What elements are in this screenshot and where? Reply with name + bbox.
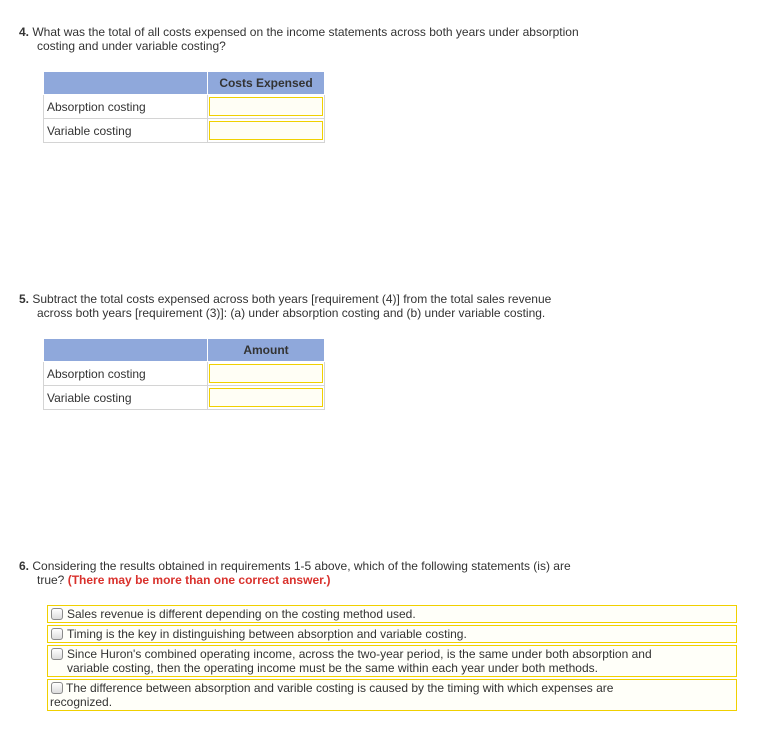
question-6-number: 6. (19, 559, 30, 573)
question-6-text-true: true? (37, 573, 65, 587)
costs-expensed-table (43, 71, 325, 143)
multiple-answer-note: (There may be more than one correct answer.) (67, 573, 331, 587)
absorption-amount-input[interactable] (209, 364, 323, 383)
choice-2[interactable] (47, 625, 737, 643)
question-4-text-cont: costing and under variable costing? (37, 39, 226, 53)
checkbox-icon[interactable] (51, 628, 63, 640)
question-5-number: 5. (19, 292, 30, 306)
choice-1[interactable] (47, 605, 737, 623)
absorption-costing-label: Absorption costing (44, 95, 208, 119)
choice-1-text: Sales revenue is different depending on the costing method used. (67, 607, 416, 621)
choice-3-text: Since Huron's combined operating income, across the two-year period, is the same under both absorption and (67, 647, 652, 661)
question-5-text-cont: across both years [requirement (3)]: (a) under absorption costing and (b) under variable costing. (37, 306, 546, 320)
amount-header: Amount (208, 339, 325, 362)
choice-4-text: The difference between absorption and varible costing is caused by the timing with which expenses are (66, 681, 614, 695)
answer-choices (47, 605, 737, 713)
table-row (44, 362, 325, 386)
table-row (44, 386, 325, 410)
table-header-row (44, 72, 325, 95)
amount-table (43, 338, 325, 410)
question-6-text: Considering the results obtained in requirements 1-5 above, which of the following statements (is) are (32, 559, 571, 573)
absorption-costing-label: Absorption costing (44, 362, 208, 386)
table-row (44, 95, 325, 119)
table-row (44, 119, 325, 143)
variable-amount-input[interactable] (209, 388, 323, 407)
question-5-text: Subtract the total costs expensed across both years [requirement (4)] from the total sales revenue (32, 292, 552, 306)
question-5 (19, 292, 719, 320)
question-4-text: What was the total of all costs expensed on the income statements across both years under absorption (32, 25, 579, 39)
choice-4[interactable] (47, 679, 737, 711)
question-4-number: 4. (19, 25, 30, 39)
choice-2-text: Timing is the key in distinguishing between absorption and variable costing. (67, 627, 467, 641)
checkbox-icon[interactable] (51, 608, 63, 620)
table-header-blank (44, 339, 208, 362)
costs-expensed-header: Costs Expensed (208, 72, 325, 95)
table-header-blank (44, 72, 208, 95)
variable-costs-input[interactable] (209, 121, 323, 140)
question-6-text-cont (19, 573, 719, 587)
choice-4-text-cont: recognized. (50, 695, 113, 709)
variable-costing-label: Variable costing (44, 386, 208, 410)
checkbox-icon[interactable] (51, 682, 63, 694)
checkbox-icon[interactable] (51, 648, 63, 660)
choice-3[interactable] (47, 645, 737, 677)
choice-3-body (67, 647, 652, 675)
variable-cell (208, 119, 325, 143)
absorption-cell (208, 95, 325, 119)
table-header-row (44, 339, 325, 362)
absorption-cell (208, 362, 325, 386)
absorption-costs-input[interactable] (209, 97, 323, 116)
variable-costing-label: Variable costing (44, 119, 208, 143)
question-6 (19, 559, 719, 587)
question-4 (19, 25, 719, 53)
choice-3-text-cont: variable costing, then the operating income must be the same within each year under both methods. (67, 661, 598, 675)
variable-cell (208, 386, 325, 410)
